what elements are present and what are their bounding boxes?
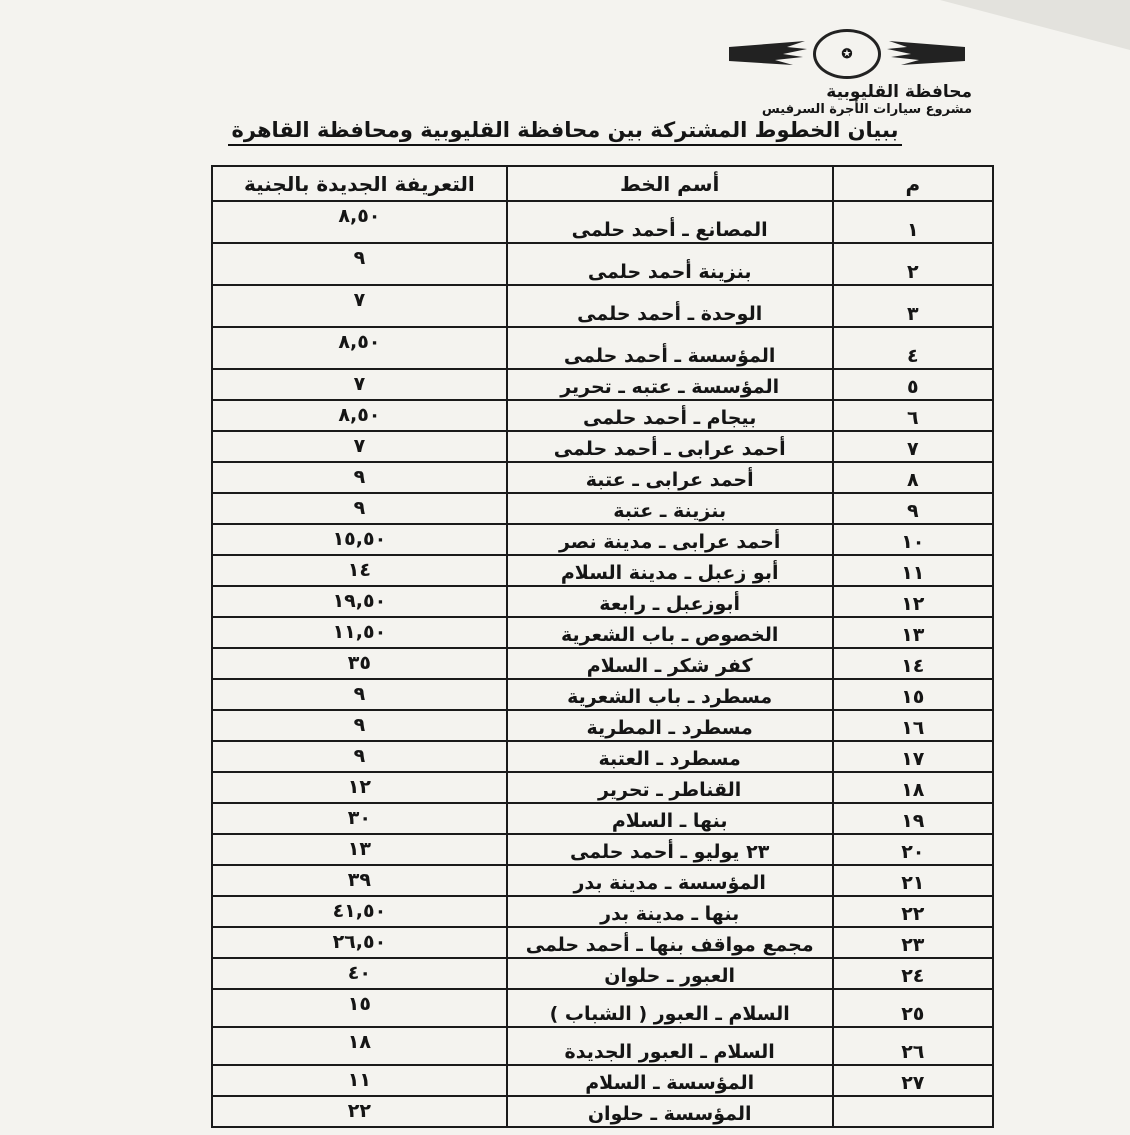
line-name-cell: أحمد عرابى ـ مدينة نصر bbox=[507, 524, 833, 555]
fare-cell: ٨,٥٠ bbox=[212, 327, 507, 369]
table-body bbox=[212, 201, 993, 1127]
fare-table-wrapper bbox=[211, 165, 994, 1128]
line-name-cell: المصانع ـ أحمد حلمى bbox=[507, 201, 833, 243]
row-number-cell: ٢٠ bbox=[833, 834, 993, 865]
line-name-cell: المؤسسة ـ السلام bbox=[507, 1065, 833, 1096]
table-row bbox=[212, 834, 993, 865]
table-row bbox=[212, 201, 993, 243]
fare-cell: ٩ bbox=[212, 493, 507, 524]
row-number-cell: ٨ bbox=[833, 462, 993, 493]
fare-cell: ٢٦,٥٠ bbox=[212, 927, 507, 958]
left-wing-icon bbox=[885, 39, 965, 69]
fare-cell: ٨,٥٠ bbox=[212, 400, 507, 431]
line-name-cell: القناطر ـ تحرير bbox=[507, 772, 833, 803]
governorate-name: محافظة القليوبية bbox=[826, 82, 972, 102]
line-name-cell: الخصوص ـ باب الشعرية bbox=[507, 617, 833, 648]
fare-cell: ٣٩ bbox=[212, 865, 507, 896]
fare-cell: ١١ bbox=[212, 1065, 507, 1096]
table-row bbox=[212, 679, 993, 710]
fare-cell: ٢٢ bbox=[212, 1096, 507, 1127]
line-name-cell: مسطرد ـ المطرية bbox=[507, 710, 833, 741]
fare-table bbox=[211, 165, 994, 1128]
row-number-cell: ١ bbox=[833, 201, 993, 243]
table-row bbox=[212, 648, 993, 679]
fare-cell: ٨,٥٠ bbox=[212, 201, 507, 243]
fare-cell: ١٥,٥٠ bbox=[212, 524, 507, 555]
row-number-cell: ١١ bbox=[833, 555, 993, 586]
table-row bbox=[212, 958, 993, 989]
fare-cell: ٣٥ bbox=[212, 648, 507, 679]
fare-cell: ٤١,٥٠ bbox=[212, 896, 507, 927]
table-row bbox=[212, 400, 993, 431]
fare-cell: ١٨ bbox=[212, 1027, 507, 1065]
line-name-cell: أحمد عرابى ـ أحمد حلمى bbox=[507, 431, 833, 462]
line-name-cell: مجمع مواقف بنها ـ أحمد حلمى bbox=[507, 927, 833, 958]
document-title-text: ببيان الخطوط المشتركة بين محافظة القليوبية ومحافظة القاهرة bbox=[228, 118, 903, 146]
table-row bbox=[212, 555, 993, 586]
fare-cell: ١٤ bbox=[212, 555, 507, 586]
fare-cell: ١٢ bbox=[212, 772, 507, 803]
line-name-cell: المؤسسة ـ مدينة بدر bbox=[507, 865, 833, 896]
line-name-cell: السلام ـ العبور ( الشباب ) bbox=[507, 989, 833, 1027]
line-name-cell: مسطرد ـ العتبة bbox=[507, 741, 833, 772]
row-number-cell: ١٧ bbox=[833, 741, 993, 772]
row-number-cell bbox=[833, 1096, 993, 1127]
fare-cell: ٤٠ bbox=[212, 958, 507, 989]
row-number-cell: ٥ bbox=[833, 369, 993, 400]
fare-cell: ٩ bbox=[212, 462, 507, 493]
table-row bbox=[212, 1096, 993, 1127]
table-row bbox=[212, 285, 993, 327]
row-number-cell: ١٤ bbox=[833, 648, 993, 679]
table-row bbox=[212, 617, 993, 648]
fare-cell: ٩ bbox=[212, 741, 507, 772]
row-number-cell: ١٢ bbox=[833, 586, 993, 617]
line-name-cell: بيجام ـ أحمد حلمى bbox=[507, 400, 833, 431]
fare-cell: ٧ bbox=[212, 431, 507, 462]
table-row bbox=[212, 1065, 993, 1096]
table-row bbox=[212, 431, 993, 462]
row-number-cell: ١٣ bbox=[833, 617, 993, 648]
table-row bbox=[212, 710, 993, 741]
row-number-cell: ١٩ bbox=[833, 803, 993, 834]
table-row bbox=[212, 369, 993, 400]
right-wing-icon bbox=[729, 39, 809, 69]
document-title bbox=[0, 118, 1130, 142]
table-row bbox=[212, 1027, 993, 1065]
governorate-logo bbox=[722, 28, 972, 80]
row-number-cell: ١٥ bbox=[833, 679, 993, 710]
line-name-cell: المؤسسة ـ أحمد حلمى bbox=[507, 327, 833, 369]
row-number-cell: ٢٥ bbox=[833, 989, 993, 1027]
line-name-cell: كفر شكر ـ السلام bbox=[507, 648, 833, 679]
line-name-cell: بنزينة أحمد حلمى bbox=[507, 243, 833, 285]
fare-cell: ٧ bbox=[212, 285, 507, 327]
row-number-cell: ٤ bbox=[833, 327, 993, 369]
column-header-fare: التعريفة الجديدة بالجنية bbox=[212, 166, 507, 201]
fare-cell: ٧ bbox=[212, 369, 507, 400]
table-row bbox=[212, 865, 993, 896]
table-row bbox=[212, 803, 993, 834]
fare-cell: ١٣ bbox=[212, 834, 507, 865]
line-name-cell: العبور ـ حلوان bbox=[507, 958, 833, 989]
row-number-cell: ١٦ bbox=[833, 710, 993, 741]
row-number-cell: ٩ bbox=[833, 493, 993, 524]
column-header-number: م bbox=[833, 166, 993, 201]
line-name-cell: المؤسسة ـ عتبه ـ تحرير bbox=[507, 369, 833, 400]
row-number-cell: ٧ bbox=[833, 431, 993, 462]
line-name-cell: مسطرد ـ باب الشعرية bbox=[507, 679, 833, 710]
row-number-cell: ١٨ bbox=[833, 772, 993, 803]
table-row bbox=[212, 243, 993, 285]
line-name-cell: المؤسسة ـ حلوان bbox=[507, 1096, 833, 1127]
row-number-cell: ٢٣ bbox=[833, 927, 993, 958]
fare-cell: ٩ bbox=[212, 679, 507, 710]
table-row bbox=[212, 927, 993, 958]
line-name-cell: أبوزعبل ـ رابعة bbox=[507, 586, 833, 617]
line-name-cell: الوحدة ـ أحمد حلمى bbox=[507, 285, 833, 327]
table-row bbox=[212, 772, 993, 803]
fare-cell: ١١,٥٠ bbox=[212, 617, 507, 648]
line-name-cell: أبو زعبل ـ مدينة السلام bbox=[507, 555, 833, 586]
fare-cell: ١٥ bbox=[212, 989, 507, 1027]
table-row bbox=[212, 327, 993, 369]
row-number-cell: ٢٤ bbox=[833, 958, 993, 989]
row-number-cell: ٣ bbox=[833, 285, 993, 327]
row-number-cell: ١٠ bbox=[833, 524, 993, 555]
table-row bbox=[212, 741, 993, 772]
column-header-line-name: أسم الخط bbox=[507, 166, 833, 201]
table-row bbox=[212, 896, 993, 927]
row-number-cell: ٢٦ bbox=[833, 1027, 993, 1065]
row-number-cell: ٢١ bbox=[833, 865, 993, 896]
emblem-icon: ✪ bbox=[813, 29, 881, 79]
line-name-cell: ٢٣ يوليو ـ أحمد حلمى bbox=[507, 834, 833, 865]
project-name: مشروع سيارات الأجرة السرفيس bbox=[761, 102, 972, 117]
row-number-cell: ٦ bbox=[833, 400, 993, 431]
table-header-row bbox=[212, 166, 993, 201]
line-name-cell: بنها ـ السلام bbox=[507, 803, 833, 834]
line-name-cell: بنزينة ـ عتبة bbox=[507, 493, 833, 524]
letterhead bbox=[722, 28, 972, 117]
fare-cell: ٩ bbox=[212, 710, 507, 741]
table-row bbox=[212, 586, 993, 617]
row-number-cell: ٢ bbox=[833, 243, 993, 285]
line-name-cell: أحمد عرابى ـ عتبة bbox=[507, 462, 833, 493]
table-row bbox=[212, 989, 993, 1027]
row-number-cell: ٢٧ bbox=[833, 1065, 993, 1096]
fare-cell: ٩ bbox=[212, 243, 507, 285]
table-row bbox=[212, 524, 993, 555]
fare-cell: ١٩,٥٠ bbox=[212, 586, 507, 617]
line-name-cell: بنها ـ مدينة بدر bbox=[507, 896, 833, 927]
table-row bbox=[212, 462, 993, 493]
table-row bbox=[212, 493, 993, 524]
row-number-cell: ٢٢ bbox=[833, 896, 993, 927]
line-name-cell: السلام ـ العبور الجديدة bbox=[507, 1027, 833, 1065]
fare-cell: ٣٠ bbox=[212, 803, 507, 834]
